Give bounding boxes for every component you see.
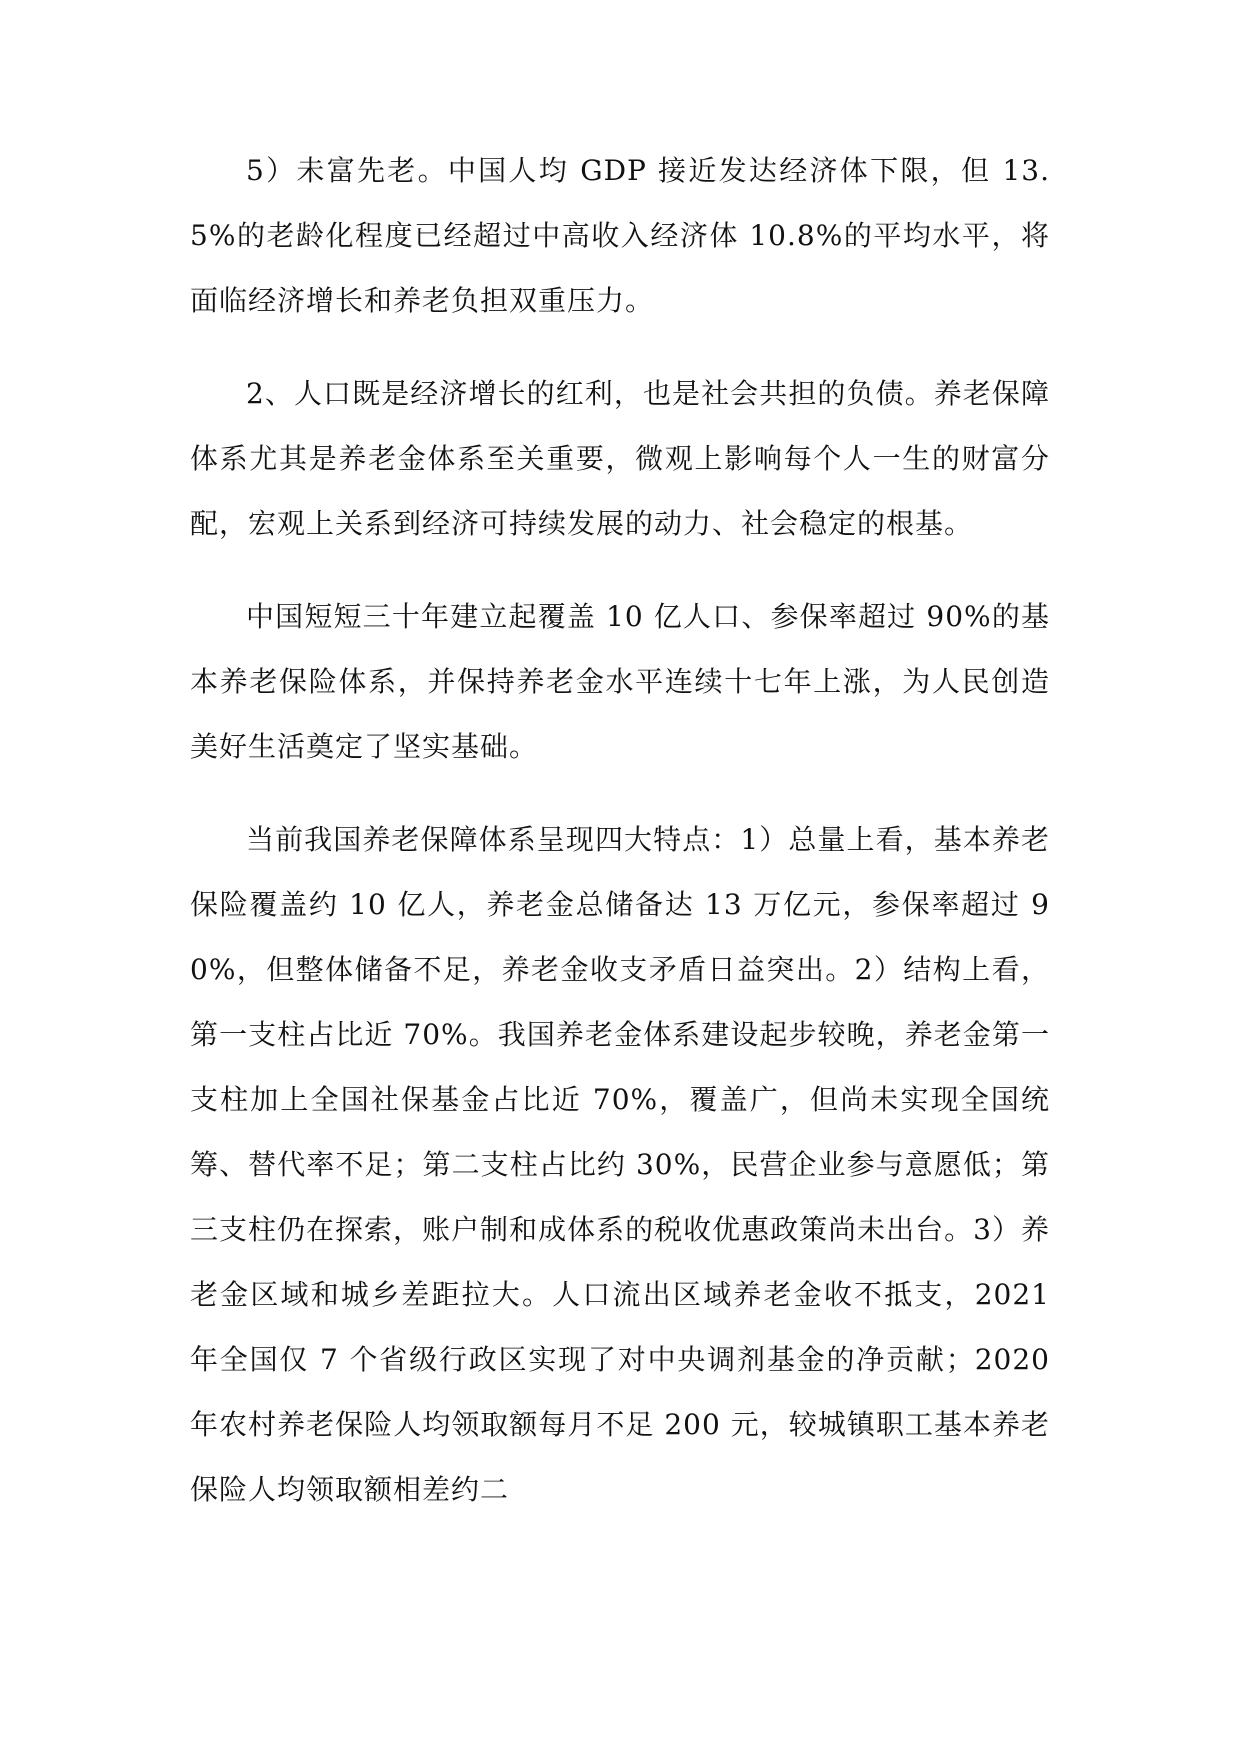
paragraph-pension-system-built: 中国短短三十年建立起覆盖 10 亿人口、参保率超过 90%的基本养老保险体系，并保持养老金水平连续十七年上涨，为人民创造美好生活奠定了坚实基础。 [190, 600, 1050, 763]
document-body [190, 138, 1050, 1550]
paragraph-aging-before-rich: 5）未富先老。中国人均 GDP 接近发达经济体下限，但 13.5%的老龄化程度已经超过中高收入经济体 10.8%的平均水平，将面临经济增长和养老负担双重压力。 [190, 154, 1050, 317]
paragraph-population-dividend: 2、人口既是经济增长的红利，也是社会共担的负债。养老保障体系尤其是养老金体系至关重要，微观上影响每个人一生的财富分配，宏观上关系到经济可持续发展的动力、社会稳定的根基。 [190, 377, 1050, 540]
paragraph-four-characteristics: 当前我国养老保障体系呈现四大特点：1）总量上看，基本养老保险覆盖约 10 亿人，养老金总储备达 13 万亿元，参保率超过 90%，但整体储备不足，养老金收支矛盾日益突出。2）结构上看，第一支柱占比近 70%。我国养老金体系建设起步较晚，养老金第一支柱加上全国社保基金占比近 70%，覆盖广，但尚未实现全国统筹、替代率不足；第二支柱占比约 30%，民营企业参与意愿低；第三支柱仍在探索，账户制和成体系的税收优惠政策尚未出台。3）养老金区域和城乡差距拉大。人口流出区域养老金收不抵支，2021 年全国仅 7 个省级行政区实现了对中央调剂基金的净贡献；2020 年农村养老保险人均领取额每月不足 200 元，较城镇职工基本养老保险人均领取额相差约二 [190, 823, 1050, 1506]
